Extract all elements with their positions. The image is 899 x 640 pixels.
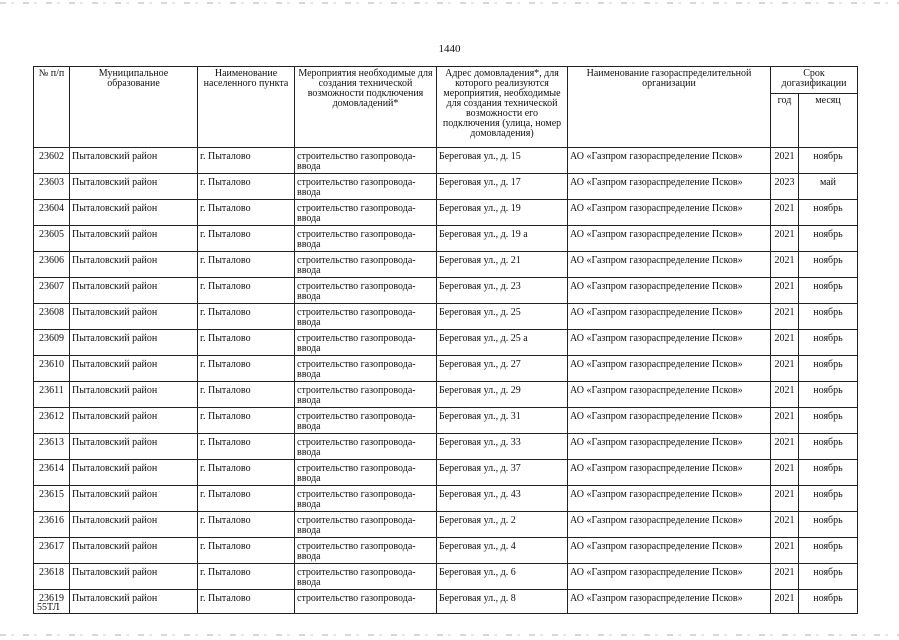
cell-event: строительство газопровода-ввода [295,460,437,486]
cell-month: ноябрь [799,538,858,564]
scan-edge-bottom [0,634,899,636]
cell-org: АО «Газпром газораспределение Псков» [568,330,771,356]
cell-municipality: Пыталовский район [70,200,198,226]
cell-num: 23608 [34,304,70,330]
cell-municipality: Пыталовский район [70,356,198,382]
cell-num: 23613 [34,434,70,460]
cell-settlement: г. Пыталово [198,278,295,304]
cell-municipality: Пыталовский район [70,512,198,538]
cell-org: АО «Газпром газораспределение Псков» [568,226,771,252]
table-row [34,512,858,538]
cell-event: строительство газопровода-ввода [295,512,437,538]
cell-event: строительство газопровода-ввода [295,200,437,226]
cell-event: строительство газопровода-ввода [295,382,437,408]
header-month: месяц [799,94,858,148]
cell-municipality: Пыталовский район [70,590,198,614]
header-deadline: Срок догазификации [771,67,858,94]
footer-code: 55ТЛ [37,602,60,613]
cell-month: ноябрь [799,330,858,356]
cell-month: ноябрь [799,252,858,278]
cell-num: 23617 [34,538,70,564]
cell-num: 23616 [34,512,70,538]
cell-municipality: Пыталовский район [70,304,198,330]
table-row [34,278,858,304]
table-row [34,226,858,252]
cell-month: ноябрь [799,460,858,486]
cell-municipality: Пыталовский район [70,278,198,304]
cell-municipality: Пыталовский район [70,434,198,460]
cell-address: Береговая ул., д. 25 а [437,330,568,356]
cell-month: ноябрь [799,434,858,460]
cell-address: Береговая ул., д. 23 [437,278,568,304]
cell-month: ноябрь [799,278,858,304]
table-row [34,486,858,512]
cell-num: 23604 [34,200,70,226]
cell-org: АО «Газпром газораспределение Псков» [568,460,771,486]
cell-event: строительство газопровода-ввода [295,408,437,434]
cell-year: 2021 [771,226,799,252]
table-row [34,252,858,278]
cell-org: АО «Газпром газораспределение Псков» [568,434,771,460]
cell-year: 2021 [771,408,799,434]
cell-year: 2023 [771,174,799,200]
table-row [34,382,858,408]
table-row [34,408,858,434]
table-body [34,148,858,614]
scan-edge-top [0,2,899,4]
cell-settlement: г. Пыталово [198,304,295,330]
cell-address: Береговая ул., д. 33 [437,434,568,460]
header-year: год [771,94,799,148]
table-row [34,564,858,590]
cell-event: строительство газопровода-ввода [295,278,437,304]
cell-org: АО «Газпром газораспределение Псков» [568,148,771,174]
cell-event: строительство газопровода-ввода [295,330,437,356]
table-row [34,538,858,564]
table-row [34,174,858,200]
cell-org: АО «Газпром газораспределение Псков» [568,200,771,226]
cell-event: строительство газопровода-ввода [295,174,437,200]
page-number: 1440 [438,43,461,55]
cell-num: 23602 [34,148,70,174]
header-address: Адрес домовладения*, для которого реализуются мероприятия, необходимые для создания технической возможности его подключения (улица, номер домовладения) [437,67,568,148]
cell-year: 2021 [771,252,799,278]
cell-year: 2021 [771,460,799,486]
cell-year: 2021 [771,356,799,382]
cell-event: строительство газопровода-ввода [295,226,437,252]
cell-num: 23610 [34,356,70,382]
cell-org: АО «Газпром газораспределение Псков» [568,590,771,614]
cell-address: Береговая ул., д. 43 [437,486,568,512]
cell-address: Береговая ул., д. 15 [437,148,568,174]
cell-settlement: г. Пыталово [198,486,295,512]
cell-address: Береговая ул., д. 27 [437,356,568,382]
cell-num: 23605 [34,226,70,252]
table-row [34,460,858,486]
cell-address: Береговая ул., д. 29 [437,382,568,408]
cell-municipality: Пыталовский район [70,486,198,512]
cell-municipality: Пыталовский район [70,330,198,356]
cell-org: АО «Газпром газораспределение Псков» [568,382,771,408]
header-num: № п/п [34,67,70,148]
cell-month: ноябрь [799,408,858,434]
cell-settlement: г. Пыталово [198,512,295,538]
cell-org: АО «Газпром газораспределение Псков» [568,512,771,538]
cell-settlement: г. Пыталово [198,200,295,226]
header-org: Наименование газораспределительной организации [568,67,771,148]
table-row [34,200,858,226]
cell-month: ноябрь [799,486,858,512]
cell-month: ноябрь [799,226,858,252]
cell-event: строительство газопровода-ввода [295,304,437,330]
cell-org: АО «Газпром газораспределение Псков» [568,278,771,304]
cell-month: ноябрь [799,148,858,174]
cell-settlement: г. Пыталово [198,252,295,278]
cell-num: 23609 [34,330,70,356]
cell-org: АО «Газпром газораспределение Псков» [568,174,771,200]
cell-address: Береговая ул., д. 2 [437,512,568,538]
cell-municipality: Пыталовский район [70,538,198,564]
cell-year: 2021 [771,538,799,564]
cell-address: Береговая ул., д. 25 [437,304,568,330]
cell-address: Береговая ул., д. 21 [437,252,568,278]
cell-month: ноябрь [799,564,858,590]
cell-event: строительство газопровода-ввода [295,564,437,590]
table-row [34,330,858,356]
gasification-table [33,66,858,614]
cell-year: 2021 [771,434,799,460]
table-row [34,590,858,614]
table-row [34,304,858,330]
cell-event: строительство газопровода-ввода [295,148,437,174]
cell-settlement: г. Пыталово [198,330,295,356]
table-row [34,148,858,174]
cell-municipality: Пыталовский район [70,460,198,486]
cell-year: 2021 [771,200,799,226]
cell-municipality: Пыталовский район [70,252,198,278]
cell-event: строительство газопровода- [295,590,437,614]
cell-org: АО «Газпром газораспределение Псков» [568,252,771,278]
cell-settlement: г. Пыталово [198,174,295,200]
cell-municipality: Пыталовский район [70,148,198,174]
cell-event: строительство газопровода-ввода [295,538,437,564]
cell-municipality: Пыталовский район [70,564,198,590]
cell-month: ноябрь [799,200,858,226]
cell-year: 2021 [771,304,799,330]
cell-year: 2021 [771,148,799,174]
cell-year: 2021 [771,278,799,304]
cell-month: ноябрь [799,382,858,408]
cell-address: Береговая ул., д. 31 [437,408,568,434]
cell-address: Береговая ул., д. 37 [437,460,568,486]
header-event: Мероприятия необходимые для создания технической возможности подключения домовладений* [295,67,437,148]
header-municipality: Муниципальное образование [70,67,198,148]
cell-month: ноябрь [799,512,858,538]
cell-year: 2021 [771,564,799,590]
cell-address: Береговая ул., д. 8 [437,590,568,614]
cell-month: ноябрь [799,304,858,330]
cell-address: Береговая ул., д. 17 [437,174,568,200]
cell-settlement: г. Пыталово [198,408,295,434]
cell-org: АО «Газпром газораспределение Псков» [568,304,771,330]
cell-municipality: Пыталовский район [70,174,198,200]
cell-num: 23619 [34,590,70,614]
cell-municipality: Пыталовский район [70,226,198,252]
cell-settlement: г. Пыталово [198,460,295,486]
cell-num: 23611 [34,382,70,408]
cell-event: строительство газопровода-ввода [295,434,437,460]
cell-settlement: г. Пыталово [198,148,295,174]
cell-org: АО «Газпром газораспределение Псков» [568,408,771,434]
cell-month: ноябрь [799,590,858,614]
cell-settlement: г. Пыталово [198,434,295,460]
cell-org: АО «Газпром газораспределение Псков» [568,538,771,564]
cell-num: 23606 [34,252,70,278]
cell-num: 23615 [34,486,70,512]
cell-year: 2021 [771,382,799,408]
cell-month: май [799,174,858,200]
cell-org: АО «Газпром газораспределение Псков» [568,486,771,512]
cell-settlement: г. Пыталово [198,382,295,408]
cell-month: ноябрь [799,356,858,382]
cell-municipality: Пыталовский район [70,408,198,434]
cell-settlement: г. Пыталово [198,226,295,252]
cell-num: 23614 [34,460,70,486]
cell-org: АО «Газпром газораспределение Псков» [568,356,771,382]
cell-settlement: г. Пыталово [198,538,295,564]
cell-municipality: Пыталовский район [70,382,198,408]
cell-address: Береговая ул., д. 19 а [437,226,568,252]
cell-event: строительство газопровода-ввода [295,252,437,278]
cell-org: АО «Газпром газораспределение Псков» [568,564,771,590]
header-settlement: Наименование населенного пункта [198,67,295,148]
cell-address: Береговая ул., д. 4 [437,538,568,564]
cell-year: 2021 [771,590,799,614]
cell-num: 23612 [34,408,70,434]
cell-year: 2021 [771,512,799,538]
cell-address: Береговая ул., д. 6 [437,564,568,590]
cell-year: 2021 [771,330,799,356]
cell-settlement: г. Пыталово [198,590,295,614]
cell-year: 2021 [771,486,799,512]
table-row [34,356,858,382]
cell-num: 23603 [34,174,70,200]
cell-event: строительство газопровода-ввода [295,486,437,512]
cell-num: 23618 [34,564,70,590]
cell-event: строительство газопровода-ввода [295,356,437,382]
cell-num: 23607 [34,278,70,304]
cell-address: Береговая ул., д. 19 [437,200,568,226]
table-row [34,434,858,460]
cell-settlement: г. Пыталово [198,356,295,382]
cell-settlement: г. Пыталово [198,564,295,590]
